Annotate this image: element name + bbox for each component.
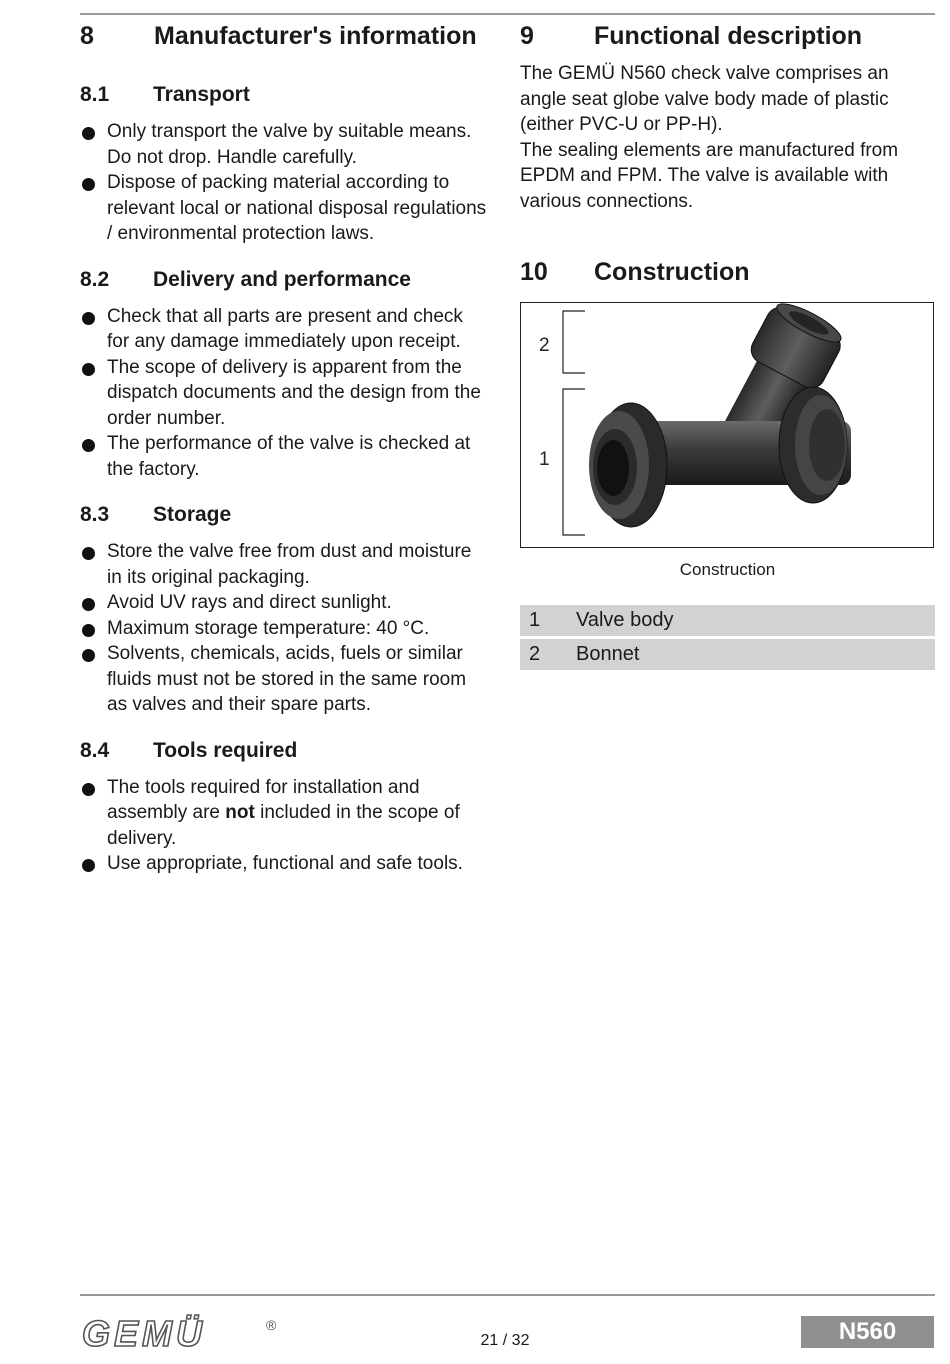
list-item: Avoid UV rays and direct sunlight. xyxy=(80,590,490,616)
list-item: Check that all parts are present and check for any damage immediately upon receipt. xyxy=(80,304,490,355)
text-run: included in the scope of delivery. xyxy=(107,802,460,849)
section-title: Storage xyxy=(153,503,232,526)
legend-number: 1 xyxy=(529,609,541,631)
section-8-1-heading xyxy=(80,80,490,110)
list-item: The performance of the valve is checked at the factory. xyxy=(80,431,490,482)
model-badge: N560 xyxy=(801,1316,934,1348)
legend-table xyxy=(520,605,935,670)
section-title: Delivery and performance xyxy=(153,267,411,291)
section-number: 8.2 xyxy=(80,267,110,291)
logo-text: GEMÜ xyxy=(82,1313,206,1352)
section-number: 8.3 xyxy=(80,503,110,526)
legend-row xyxy=(520,639,935,670)
left-column xyxy=(80,18,490,877)
legend-number: 2 xyxy=(529,643,541,665)
storage-list xyxy=(80,539,490,718)
list-item: Store the valve free from dust and moisture in its original packaging. xyxy=(80,539,490,590)
right-union-nut xyxy=(779,387,847,503)
gemu-logo xyxy=(80,1312,290,1357)
section-title: Transport xyxy=(153,83,250,106)
section-number: 8 xyxy=(80,22,94,50)
body-bracket xyxy=(563,389,585,535)
list-item: The scope of delivery is apparent from the dispatch documents and the design from the order number. xyxy=(80,355,490,432)
section-title: Construction xyxy=(594,258,750,286)
legend-label: Valve body xyxy=(576,609,674,631)
figure-label-1: 1 xyxy=(539,449,550,470)
section-8-heading xyxy=(80,18,490,54)
list-item xyxy=(80,775,490,852)
section-8-2-heading xyxy=(80,265,490,295)
section-number: 8.4 xyxy=(80,738,110,762)
right-column xyxy=(520,18,935,673)
section-number: 10 xyxy=(520,258,548,286)
tools-list xyxy=(80,775,490,877)
construction-figure xyxy=(520,302,934,548)
page-number: 21 / 32 xyxy=(480,1332,530,1349)
legend-label: Bonnet xyxy=(576,643,640,665)
description-paragraph-2: The sealing elements are manufactured from EPDM and FPM. The valve is available with various connections. xyxy=(520,139,899,212)
legend-row xyxy=(520,605,935,636)
left-union-nut xyxy=(589,403,667,527)
section-title: Tools required xyxy=(153,738,298,762)
text-run: The tools required for installation and assembly are xyxy=(107,776,420,823)
delivery-list xyxy=(80,304,490,483)
description-paragraph-1: The GEMÜ N560 check valve comprises an angle seat globe valve body made of plastic (either PVC-U or PP-H). xyxy=(520,63,889,135)
list-item: Dispose of packing material according to relevant local or national disposal regulations / environmental protection laws. xyxy=(80,170,490,247)
section-9-heading xyxy=(520,18,935,54)
section-title: Manufacturer's information xyxy=(154,22,477,50)
section-number: 9 xyxy=(520,22,534,50)
section-number: 8.1 xyxy=(80,83,110,106)
figure-label-2: 2 xyxy=(539,335,550,356)
valve-illustration xyxy=(521,303,932,546)
list-item: Only transport the valve by suitable means. Do not drop. Handle carefully. xyxy=(80,119,490,170)
registered-mark: ® xyxy=(266,1317,277,1333)
bonnet-bracket xyxy=(563,311,585,373)
section-title: Functional description xyxy=(594,22,863,50)
section-8-3-heading xyxy=(80,500,490,530)
top-rule xyxy=(80,13,935,15)
section-10-heading xyxy=(520,254,935,290)
footer-rule xyxy=(80,1294,935,1296)
list-item: Solvents, chemicals, acids, fuels or similar fluids must not be stored in the same room as valves and their spare parts. xyxy=(80,641,490,718)
section-8-4-heading xyxy=(80,736,490,766)
list-item: Maximum storage temperature: 40 °C. xyxy=(80,616,490,642)
list-item: Use appropriate, functional and safe tools. xyxy=(80,851,490,877)
gemu-logo-mark xyxy=(80,1312,290,1352)
emphasis-not: not xyxy=(225,802,255,823)
figure-caption: Construction xyxy=(679,560,776,579)
transport-list xyxy=(80,119,490,247)
